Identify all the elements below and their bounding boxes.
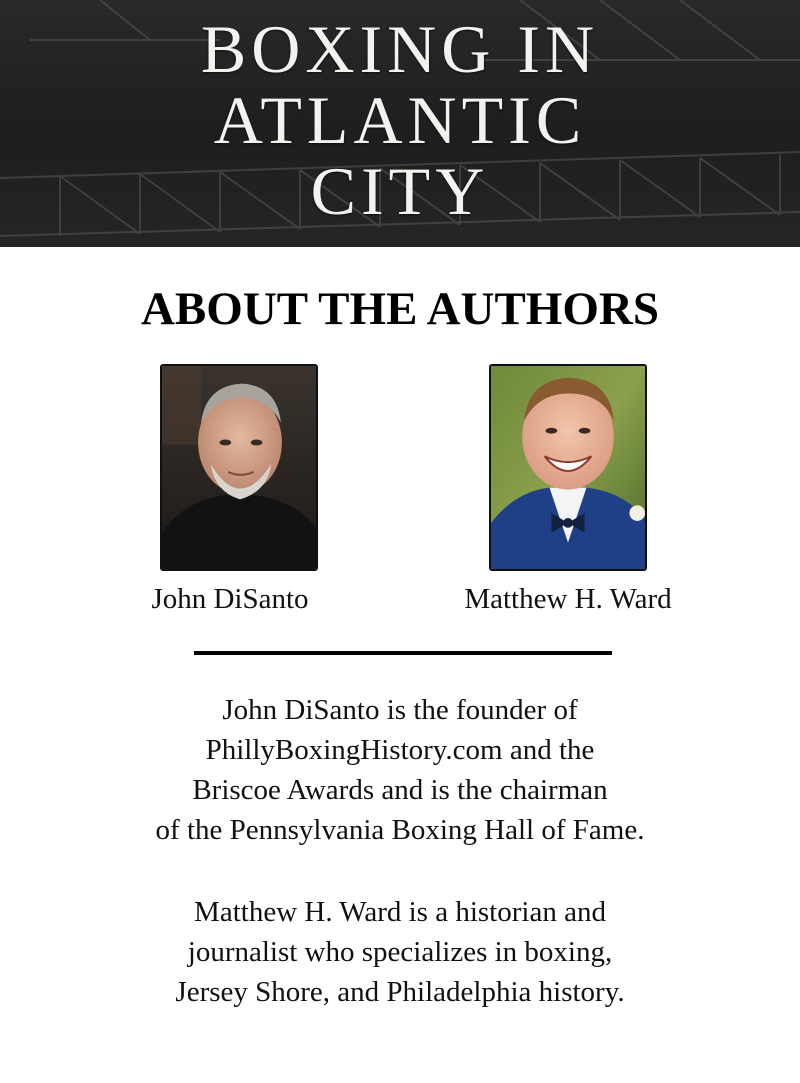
bio-line: PhillyBoxingHistory.com and the: [205, 734, 595, 766]
book-title: [0, 11, 800, 229]
portrait-image: [162, 366, 316, 569]
bio-line: journalist who specializes in boxing,: [187, 936, 613, 968]
bio-line: Matthew H. Ward is a historian and: [194, 896, 606, 928]
bio-john-disanto: [0, 690, 800, 850]
bio-line: Jersey Shore, and Philadelphia history.: [175, 976, 625, 1008]
book-title-line-1: BOXING IN: [200, 11, 600, 87]
section-heading: ABOUT THE AUTHORS: [140, 283, 660, 335]
bio-line: John DiSanto is the founder of: [222, 694, 578, 726]
bio-line: Briscoe Awards and is the chairman: [192, 774, 608, 806]
bio-matthew-ward: [0, 892, 800, 1012]
portrait-image: [491, 366, 645, 569]
author-photo-matthew-ward: [489, 364, 647, 571]
book-title-line-3: CITY: [310, 153, 490, 229]
bio-line: of the Pennsylvania Boxing Hall of Fame.: [155, 814, 645, 846]
title-banner: [0, 0, 800, 247]
book-title-line-2: ATLANTIC: [213, 82, 587, 158]
author-photo-john-disanto: [160, 364, 318, 571]
author-name-john-disanto: John DiSanto: [151, 583, 309, 615]
author-name-matthew-ward: Matthew H. Ward: [464, 583, 672, 615]
section-divider: [194, 651, 612, 655]
